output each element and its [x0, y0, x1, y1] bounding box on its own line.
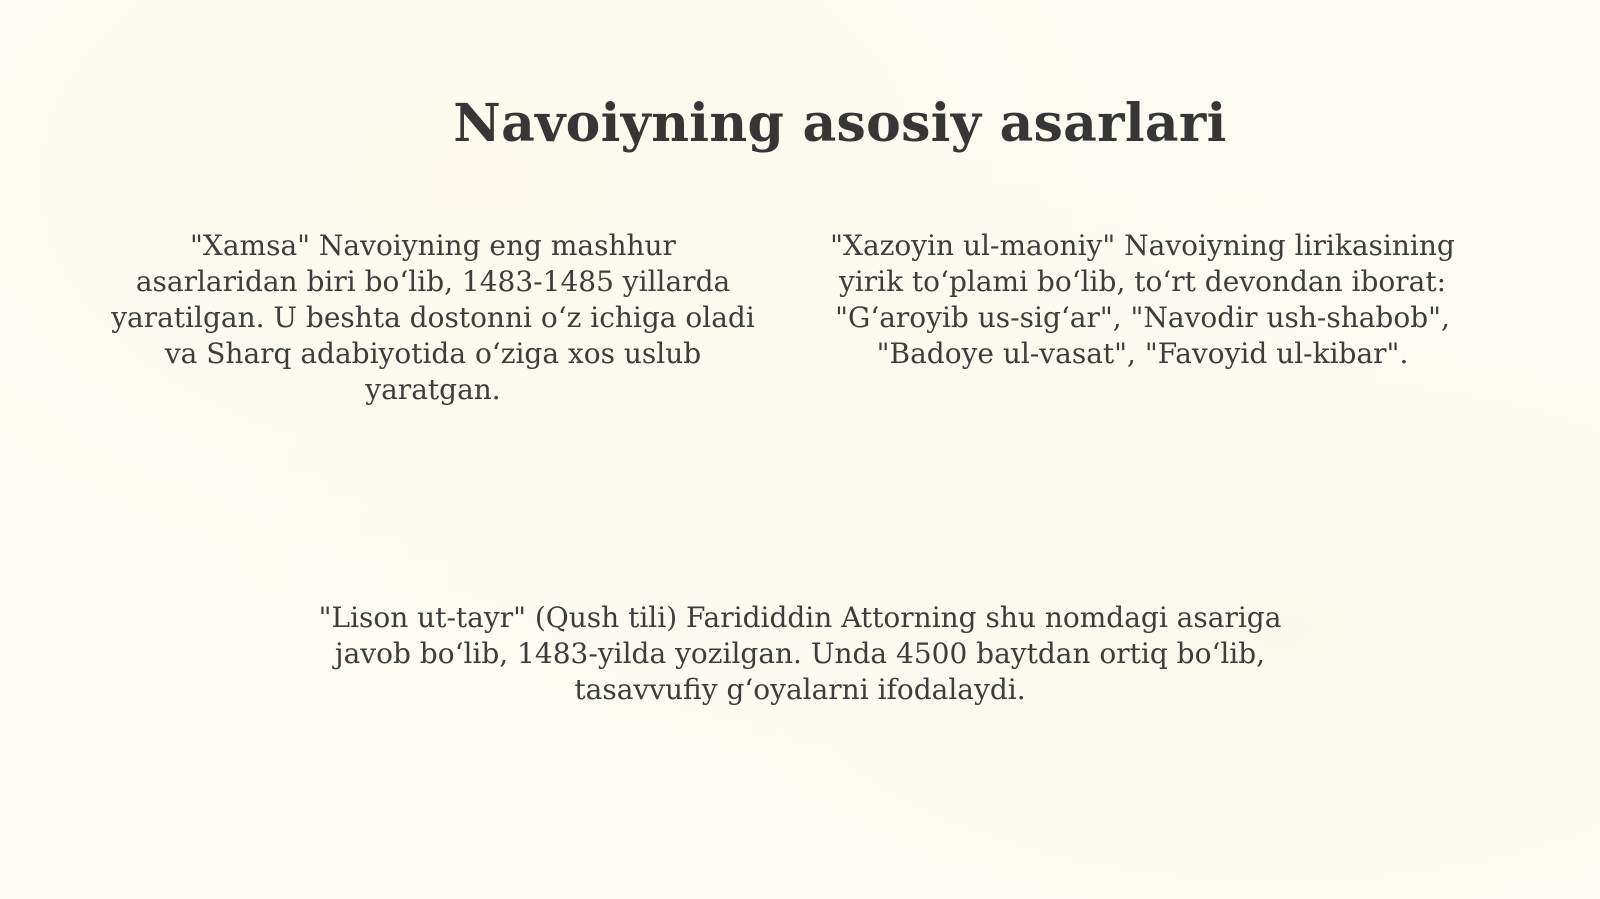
paragraph-xazoyin-ul-maoniy: "Xazoyin ul-maoniy" Navoiyning lirikasining yirik to‘plami bo‘lib, to‘rt devondan iborat: "G‘aroyib us-sig‘ar", "Navodir ush-shabob", "Badoye ul-vasat", "Favoyid ul-kibar". [830, 229, 1455, 370]
paragraph-xamsa: "Xamsa" Navoiyning eng mashhur asarlaridan biri bo‘lib, 1483-1485 yillarda yaratilgan. U beshta dostonni o‘z ichiga oladi va Sharq adabiyotida o‘ziga xos uslub yaratgan. [111, 229, 755, 406]
paragraph-lison-ut-tayr: "Lison ut-tayr" (Qush tili) Farididdin Attorning shu nomdagi asariga javob bo‘lib, 1483-yilda yozilgan. Unda 4500 baytdan ortiq bo‘lib, tasavvufiy g‘oyalarni ifodalaydi. [318, 601, 1282, 706]
slide-title: Navoiyning asosiy asarlari [453, 92, 1227, 154]
